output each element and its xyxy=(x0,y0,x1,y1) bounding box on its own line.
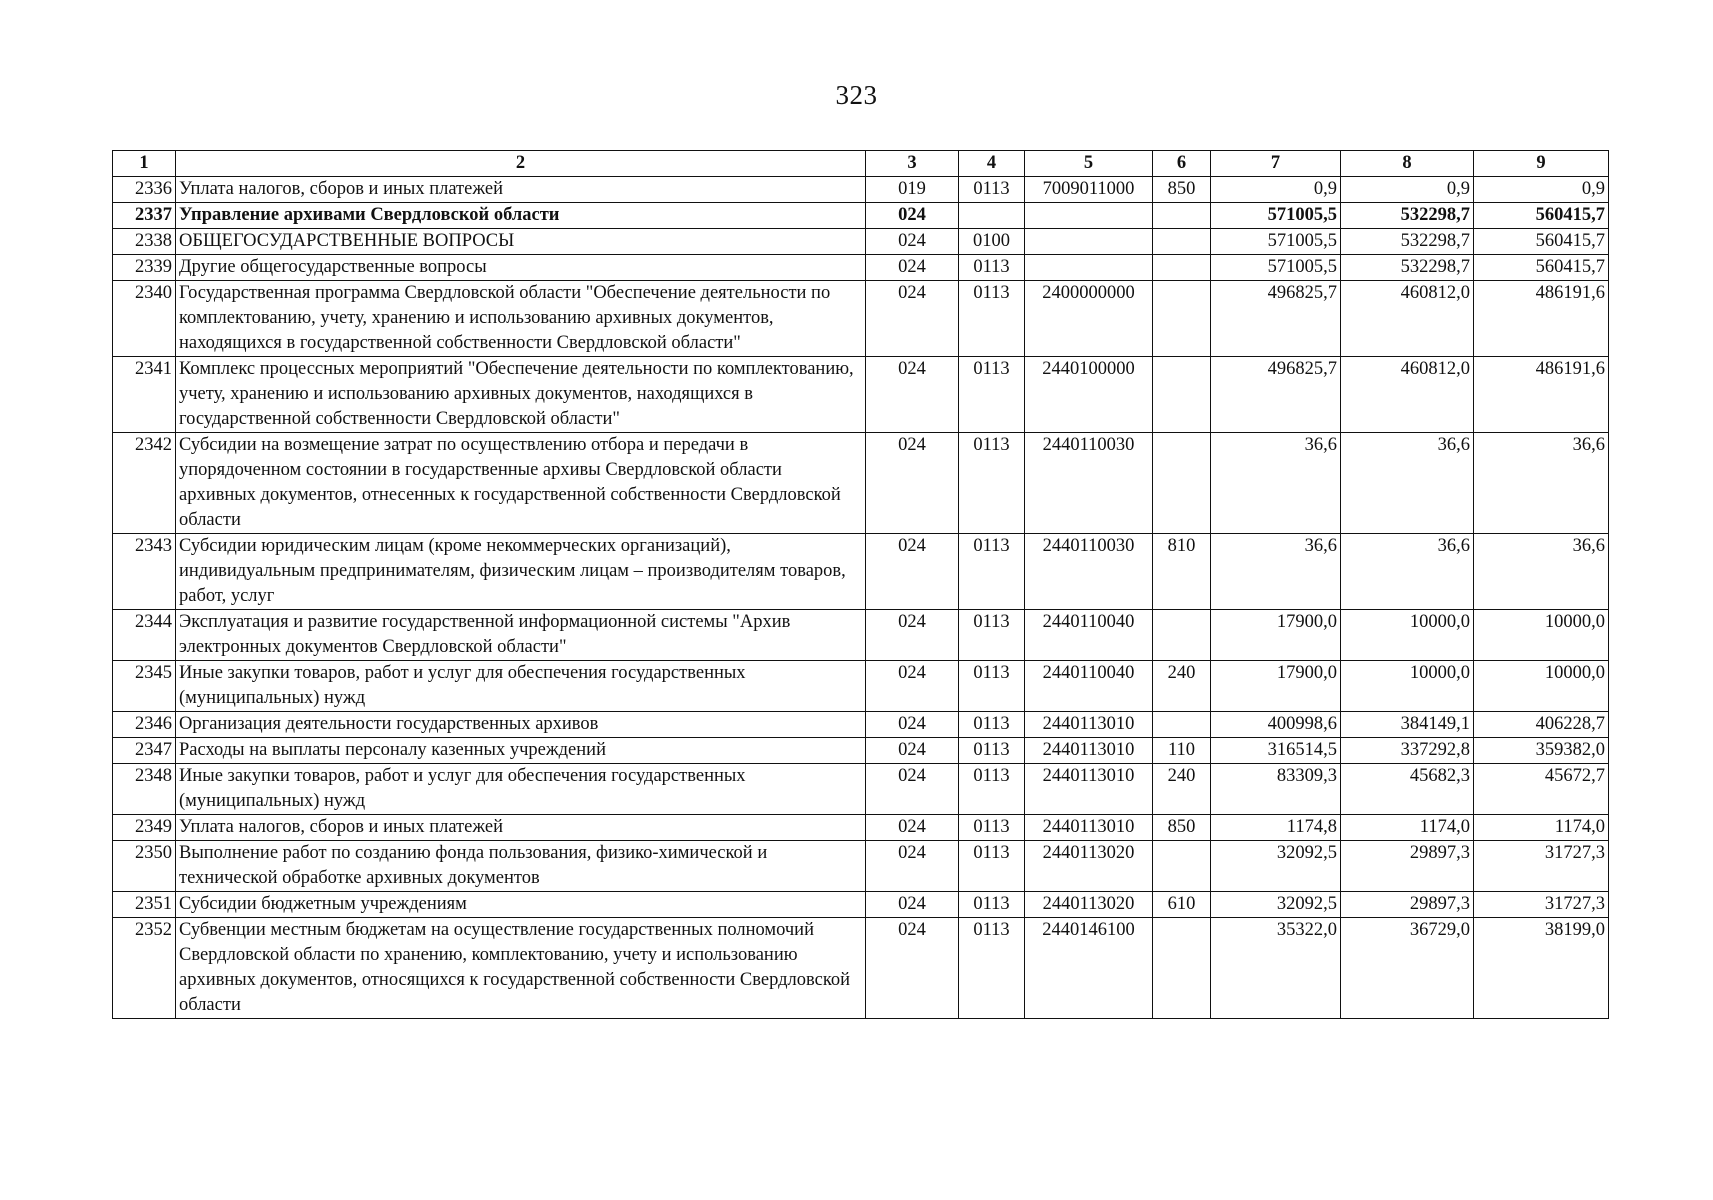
row-number: 2338 xyxy=(113,229,176,255)
expense-type-code xyxy=(1153,281,1211,357)
amount-year-2: 0,9 xyxy=(1341,177,1474,203)
ministry-code: 024 xyxy=(866,281,959,357)
section-code xyxy=(959,203,1025,229)
amount-year-2: 29897,3 xyxy=(1341,892,1474,918)
amount-year-1: 17900,0 xyxy=(1211,610,1341,661)
amount-year-1: 32092,5 xyxy=(1211,841,1341,892)
amount-year-2: 36,6 xyxy=(1341,433,1474,534)
amount-year-2: 10000,0 xyxy=(1341,661,1474,712)
section-code: 0100 xyxy=(959,229,1025,255)
amount-year-3: 0,9 xyxy=(1474,177,1609,203)
table-row xyxy=(113,255,1609,281)
expense-type-code: 240 xyxy=(1153,764,1211,815)
target-article-code: 2440113020 xyxy=(1025,841,1153,892)
row-name: Уплата налогов, сборов и иных платежей xyxy=(176,815,866,841)
amount-year-3: 560415,7 xyxy=(1474,203,1609,229)
section-code: 0113 xyxy=(959,610,1025,661)
target-article-code: 2440110040 xyxy=(1025,610,1153,661)
ministry-code: 024 xyxy=(866,815,959,841)
table-row xyxy=(113,610,1609,661)
section-code: 0113 xyxy=(959,892,1025,918)
expense-type-code: 850 xyxy=(1153,177,1211,203)
expense-type-code xyxy=(1153,203,1211,229)
amount-year-2: 460812,0 xyxy=(1341,357,1474,433)
amount-year-1: 1174,8 xyxy=(1211,815,1341,841)
ministry-code: 024 xyxy=(866,738,959,764)
ministry-code: 019 xyxy=(866,177,959,203)
amount-year-1: 32092,5 xyxy=(1211,892,1341,918)
row-number: 2340 xyxy=(113,281,176,357)
ministry-code: 024 xyxy=(866,255,959,281)
table-body xyxy=(113,177,1609,1019)
header-cell: 8 xyxy=(1341,151,1474,177)
amount-year-2: 29897,3 xyxy=(1341,841,1474,892)
table-row xyxy=(113,534,1609,610)
amount-year-1: 400998,6 xyxy=(1211,712,1341,738)
amount-year-3: 36,6 xyxy=(1474,534,1609,610)
target-article-code: 2440110030 xyxy=(1025,534,1153,610)
expense-type-code xyxy=(1153,433,1211,534)
amount-year-3: 1174,0 xyxy=(1474,815,1609,841)
amount-year-1: 17900,0 xyxy=(1211,661,1341,712)
target-article-code: 2440146100 xyxy=(1025,918,1153,1019)
section-code: 0113 xyxy=(959,764,1025,815)
expense-type-code xyxy=(1153,229,1211,255)
expense-type-code: 810 xyxy=(1153,534,1211,610)
header-cell: 9 xyxy=(1474,151,1609,177)
amount-year-3: 31727,3 xyxy=(1474,892,1609,918)
section-code: 0113 xyxy=(959,738,1025,764)
row-name: Субсидии бюджетным учреждениям xyxy=(176,892,866,918)
header-cell: 1 xyxy=(113,151,176,177)
table-row xyxy=(113,738,1609,764)
section-code: 0113 xyxy=(959,255,1025,281)
expense-type-code: 610 xyxy=(1153,892,1211,918)
section-code: 0113 xyxy=(959,815,1025,841)
row-number: 2343 xyxy=(113,534,176,610)
amount-year-3: 486191,6 xyxy=(1474,281,1609,357)
ministry-code: 024 xyxy=(866,764,959,815)
table-header-row xyxy=(113,151,1609,177)
row-name: Расходы на выплаты персоналу казенных учреждений xyxy=(176,738,866,764)
amount-year-1: 0,9 xyxy=(1211,177,1341,203)
row-name: Выполнение работ по созданию фонда пользования, физико-химической и технической обработке архивных документов xyxy=(176,841,866,892)
row-number: 2350 xyxy=(113,841,176,892)
row-name: ОБЩЕГОСУДАРСТВЕННЫЕ ВОПРОСЫ xyxy=(176,229,866,255)
row-number: 2351 xyxy=(113,892,176,918)
table-row xyxy=(113,892,1609,918)
ministry-code: 024 xyxy=(866,357,959,433)
amount-year-2: 532298,7 xyxy=(1341,229,1474,255)
target-article-code: 2440113010 xyxy=(1025,815,1153,841)
row-number: 2352 xyxy=(113,918,176,1019)
header-cell: 4 xyxy=(959,151,1025,177)
target-article-code: 2440100000 xyxy=(1025,357,1153,433)
row-number: 2342 xyxy=(113,433,176,534)
amount-year-3: 406228,7 xyxy=(1474,712,1609,738)
expense-type-code: 110 xyxy=(1153,738,1211,764)
target-article-code: 2440113020 xyxy=(1025,892,1153,918)
row-number: 2346 xyxy=(113,712,176,738)
table-row xyxy=(113,712,1609,738)
amount-year-3: 10000,0 xyxy=(1474,610,1609,661)
amount-year-2: 532298,7 xyxy=(1341,255,1474,281)
ministry-code: 024 xyxy=(866,918,959,1019)
ministry-code: 024 xyxy=(866,534,959,610)
row-name: Комплекс процессных мероприятий "Обеспечение деятельности по комплектованию, учету, хранению и использованию архивных документов, находящихся в государственной собственности Свердловской области" xyxy=(176,357,866,433)
row-name: Субсидии на возмещение затрат по осуществлению отбора и передачи в упорядоченном состоянии в государственные архивы Свердловской области архивных документов, отнесенных к государственной собственности Свердловской области xyxy=(176,433,866,534)
row-name: Субсидии юридическим лицам (кроме некоммерческих организаций), индивидуальным предпринимателям, физическим лицам – производителям товаров, работ, услуг xyxy=(176,534,866,610)
amount-year-3: 38199,0 xyxy=(1474,918,1609,1019)
expense-type-code xyxy=(1153,357,1211,433)
row-number: 2344 xyxy=(113,610,176,661)
section-code: 0113 xyxy=(959,712,1025,738)
table-row xyxy=(113,433,1609,534)
expense-type-code xyxy=(1153,712,1211,738)
table-row xyxy=(113,815,1609,841)
header-cell: 7 xyxy=(1211,151,1341,177)
row-name: Иные закупки товаров, работ и услуг для обеспечения государственных (муниципальных) нужд xyxy=(176,764,866,815)
amount-year-3: 359382,0 xyxy=(1474,738,1609,764)
amount-year-2: 337292,8 xyxy=(1341,738,1474,764)
row-number: 2336 xyxy=(113,177,176,203)
ministry-code: 024 xyxy=(866,203,959,229)
target-article-code xyxy=(1025,203,1153,229)
amount-year-2: 1174,0 xyxy=(1341,815,1474,841)
row-name: Организация деятельности государственных архивов xyxy=(176,712,866,738)
section-code: 0113 xyxy=(959,661,1025,712)
target-article-code: 2440113010 xyxy=(1025,738,1153,764)
section-code: 0113 xyxy=(959,918,1025,1019)
amount-year-1: 571005,5 xyxy=(1211,229,1341,255)
header-cell: 5 xyxy=(1025,151,1153,177)
amount-year-3: 45672,7 xyxy=(1474,764,1609,815)
amount-year-2: 532298,7 xyxy=(1341,203,1474,229)
section-code: 0113 xyxy=(959,281,1025,357)
amount-year-3: 36,6 xyxy=(1474,433,1609,534)
target-article-code: 2440113010 xyxy=(1025,764,1153,815)
ministry-code: 024 xyxy=(866,229,959,255)
row-name: Государственная программа Свердловской области "Обеспечение деятельности по комплектованию, учету, хранению и использованию архивных документов, находящихся в государственной собственности Свердловской области" xyxy=(176,281,866,357)
target-article-code: 2440113010 xyxy=(1025,712,1153,738)
table-row xyxy=(113,661,1609,712)
row-number: 2337 xyxy=(113,203,176,229)
amount-year-2: 36729,0 xyxy=(1341,918,1474,1019)
amount-year-1: 36,6 xyxy=(1211,433,1341,534)
amount-year-3: 486191,6 xyxy=(1474,357,1609,433)
table-row xyxy=(113,841,1609,892)
header-cell: 3 xyxy=(866,151,959,177)
target-article-code: 2400000000 xyxy=(1025,281,1153,357)
ministry-code: 024 xyxy=(866,433,959,534)
expense-type-code xyxy=(1153,255,1211,281)
target-article-code: 2440110040 xyxy=(1025,661,1153,712)
target-article-code xyxy=(1025,255,1153,281)
ministry-code: 024 xyxy=(866,610,959,661)
target-article-code xyxy=(1025,229,1153,255)
page-number: 323 xyxy=(835,80,878,110)
amount-year-1: 496825,7 xyxy=(1211,281,1341,357)
amount-year-2: 10000,0 xyxy=(1341,610,1474,661)
amount-year-1: 496825,7 xyxy=(1211,357,1341,433)
amount-year-1: 35322,0 xyxy=(1211,918,1341,1019)
row-name: Управление архивами Свердловской области xyxy=(176,203,866,229)
section-code: 0113 xyxy=(959,357,1025,433)
header-cell: 6 xyxy=(1153,151,1211,177)
amount-year-3: 560415,7 xyxy=(1474,255,1609,281)
amount-year-1: 36,6 xyxy=(1211,534,1341,610)
amount-year-1: 316514,5 xyxy=(1211,738,1341,764)
amount-year-3: 31727,3 xyxy=(1474,841,1609,892)
expense-type-code: 240 xyxy=(1153,661,1211,712)
section-code: 0113 xyxy=(959,177,1025,203)
row-number: 2347 xyxy=(113,738,176,764)
amount-year-1: 571005,5 xyxy=(1211,203,1341,229)
row-name: Иные закупки товаров, работ и услуг для обеспечения государственных (муниципальных) нужд xyxy=(176,661,866,712)
header-cell: 2 xyxy=(176,151,866,177)
expense-type-code xyxy=(1153,610,1211,661)
table-row xyxy=(113,357,1609,433)
expense-type-code xyxy=(1153,918,1211,1019)
amount-year-2: 384149,1 xyxy=(1341,712,1474,738)
table-row xyxy=(113,203,1609,229)
table-row xyxy=(113,229,1609,255)
amount-year-3: 10000,0 xyxy=(1474,661,1609,712)
amount-year-1: 571005,5 xyxy=(1211,255,1341,281)
ministry-code: 024 xyxy=(866,661,959,712)
table-row xyxy=(113,918,1609,1019)
row-number: 2348 xyxy=(113,764,176,815)
table-row xyxy=(113,764,1609,815)
expense-type-code: 850 xyxy=(1153,815,1211,841)
target-article-code: 7009011000 xyxy=(1025,177,1153,203)
target-article-code: 2440110030 xyxy=(1025,433,1153,534)
row-number: 2349 xyxy=(113,815,176,841)
table-row xyxy=(113,177,1609,203)
budget-table xyxy=(112,150,1609,1019)
amount-year-2: 36,6 xyxy=(1341,534,1474,610)
amount-year-1: 83309,3 xyxy=(1211,764,1341,815)
amount-year-3: 560415,7 xyxy=(1474,229,1609,255)
amount-year-2: 460812,0 xyxy=(1341,281,1474,357)
expense-type-code xyxy=(1153,841,1211,892)
ministry-code: 024 xyxy=(866,841,959,892)
row-name: Уплата налогов, сборов и иных платежей xyxy=(176,177,866,203)
row-name: Эксплуатация и развитие государственной информационной системы "Архив электронных документов Свердловской области" xyxy=(176,610,866,661)
row-number: 2341 xyxy=(113,357,176,433)
row-name: Другие общегосударственные вопросы xyxy=(176,255,866,281)
section-code: 0113 xyxy=(959,534,1025,610)
amount-year-2: 45682,3 xyxy=(1341,764,1474,815)
ministry-code: 024 xyxy=(866,892,959,918)
table-row xyxy=(113,281,1609,357)
ministry-code: 024 xyxy=(866,712,959,738)
section-code: 0113 xyxy=(959,841,1025,892)
row-number: 2339 xyxy=(113,255,176,281)
section-code: 0113 xyxy=(959,433,1025,534)
row-number: 2345 xyxy=(113,661,176,712)
row-name: Субвенции местным бюджетам на осуществление государственных полномочий Свердловской области по хранению, комплектованию, учету и использованию архивных документов, относящихся к государственной собственности Свердловской области xyxy=(176,918,866,1019)
